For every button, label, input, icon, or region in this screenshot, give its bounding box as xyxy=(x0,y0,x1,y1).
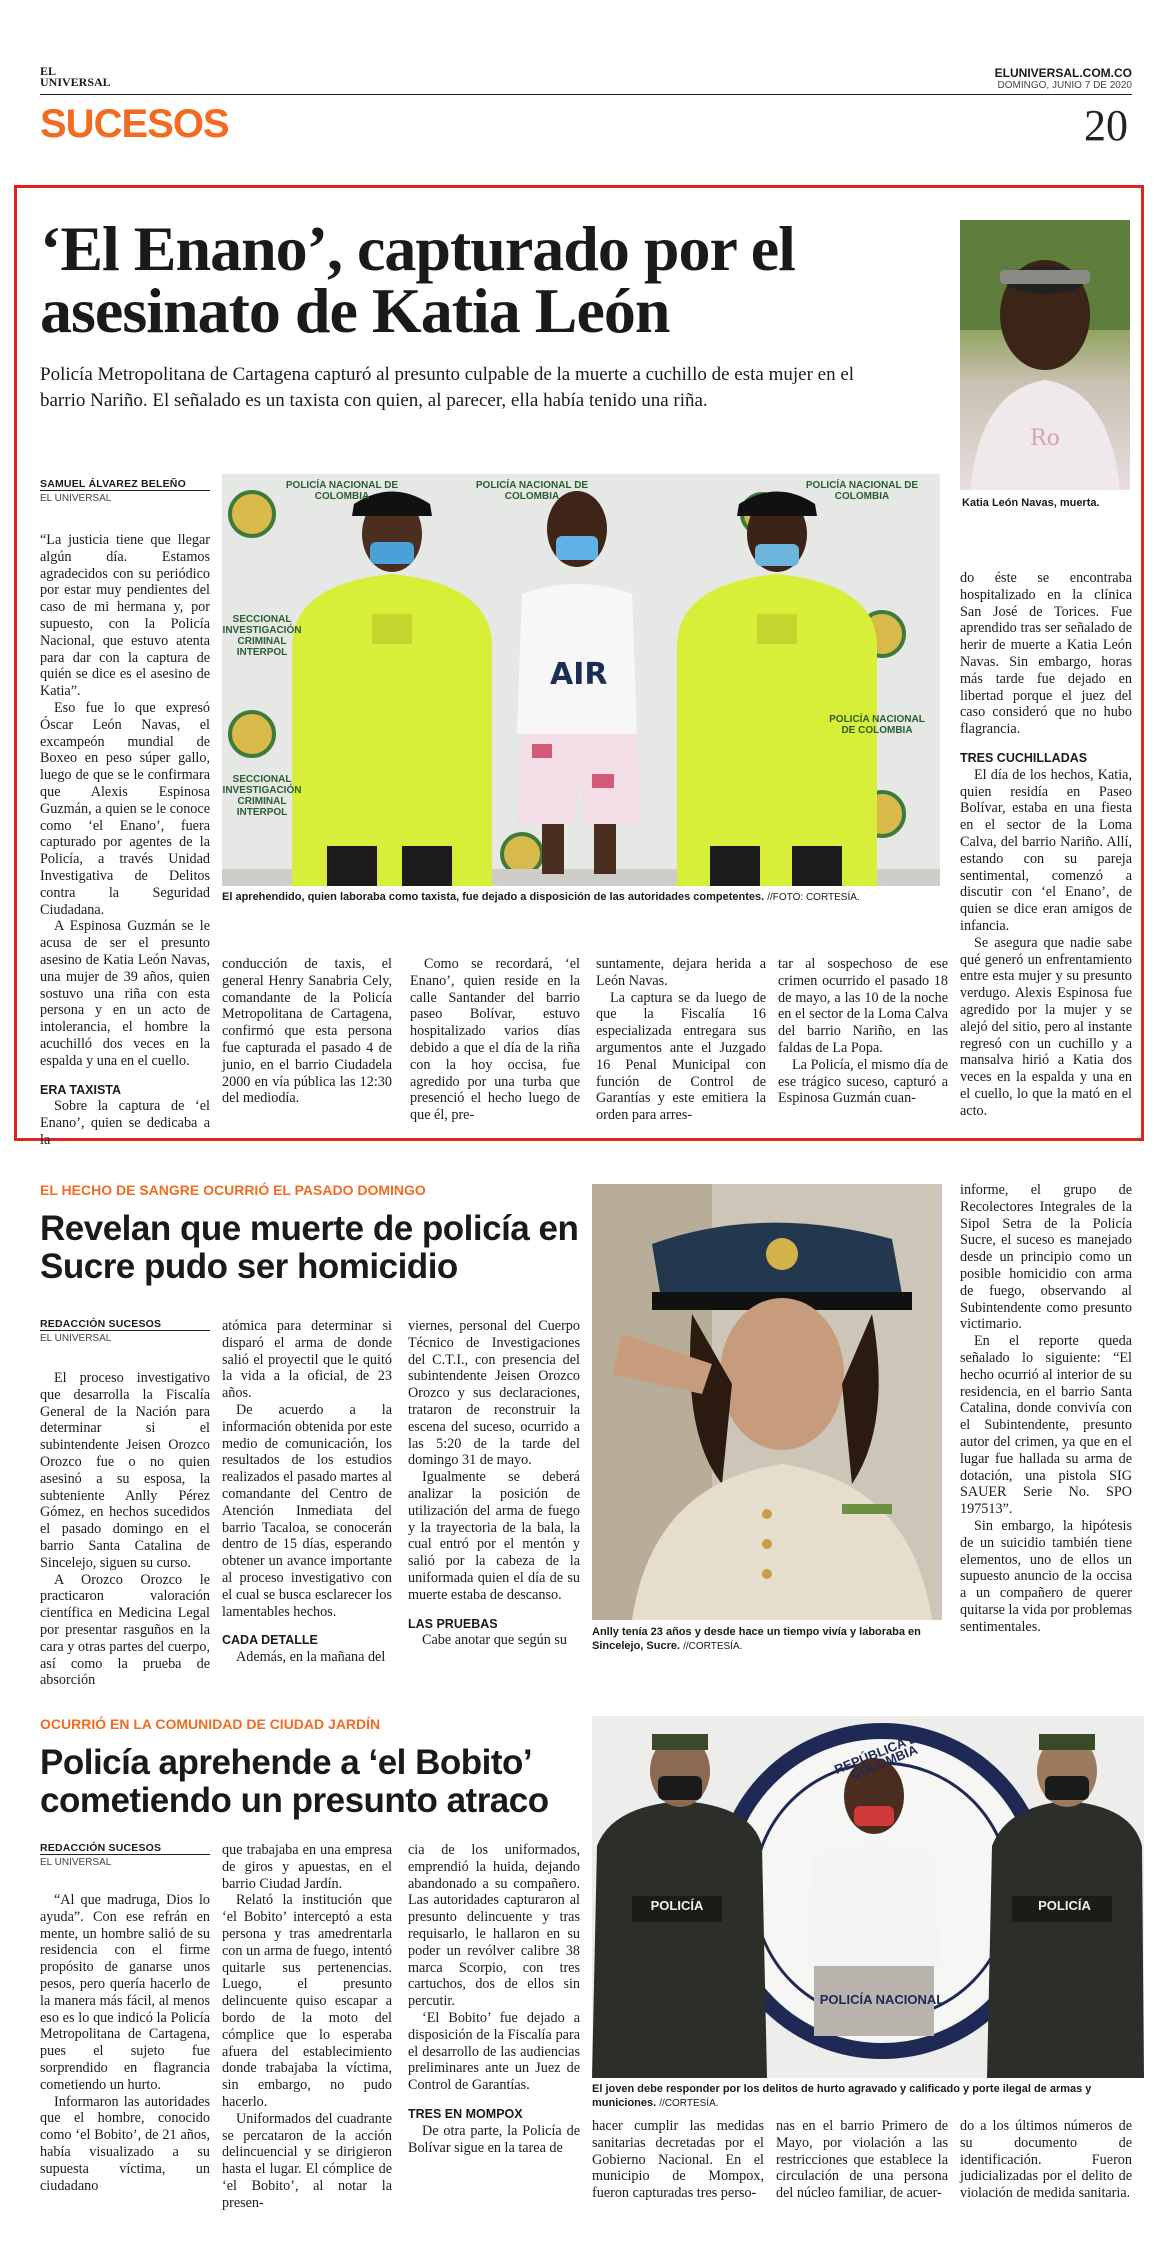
byline: SAMUEL ÁLVAREZ BELEÑO xyxy=(40,478,186,490)
byline: REDACCIÓN SUCESOS xyxy=(40,1318,162,1330)
vest-label: POLICÍA xyxy=(1038,1898,1091,1913)
story3-column-1 xyxy=(40,1892,210,2194)
paragraph: La Policía, el mismo día de ese trágico suceso, capturó a Espinosa Guzmán cuan- xyxy=(778,1056,948,1107)
watermark-policia: POLICÍA NACIONAL DE COLOMBIA xyxy=(805,480,919,502)
story3-kicker: OCURRIÓ EN LA COMUNIDAD DE CIUDAD JARDÍN xyxy=(40,1716,381,1732)
watermark-dijin: SECCIONAL INVESTIGACIÓN CRIMINAL INTERPOL xyxy=(222,774,302,818)
paragraph: La captura se da luego de que la Fiscalía 16 especializada entregara sus argumentos ante el Juzgado 16 Penal Municipal con función de Control de Garantías y este emitiera la orden para arres- xyxy=(596,989,766,1124)
story1-column-3 xyxy=(410,956,580,1124)
caption-text: El joven debe responder por los delitos de hurto agravado y calificado y porte ilegal de armas y municiones. xyxy=(592,2083,1092,2109)
paragraph: ‘El Bobito’ fue dejado a disposición de la Fiscalía para el desarrollo de las audiencias preliminares ante un Juez de Control de Garantías. xyxy=(408,2009,580,2094)
issue-date: DOMINGO, JUNIO 7 DE 2020 xyxy=(997,80,1132,91)
story2-byline-block xyxy=(40,1318,210,1344)
story1-column-6 xyxy=(960,570,1132,1120)
photo-credit: //CORTESÍA. xyxy=(659,2098,719,2109)
paragraph: viernes, personal del Cuerpo Técnico de Investigaciones del C.T.I., con presencia del subintendente Jeisen Orozco Orozco y sus declaraciones, trataron de reconstruir la escena del suceso, ocurrido a las 5:20 de la tarde del domingo 31 de mayo. xyxy=(408,1318,580,1469)
paragraph: A Orozco Orozco le practicaron valoración científica en Medicina Legal por presentar rasguños en la cara y otras partes del cuerpo, así como la prueba de absorción xyxy=(40,1571,210,1689)
story1-column-1 xyxy=(40,532,210,1149)
story3-column-6 xyxy=(960,2118,1132,2202)
paragraph: Como se recordará, ‘el Enano’, quien reside en la calle Santander del barrio paseo Bolívar, estuvo hospitalizado varios días debido a que el día de la riña con la hoy occisa, fue agredido por una turba que presenció el hecho luego de que él, pre- xyxy=(410,956,580,1124)
subhead: TRES CUCHILLADAS xyxy=(960,750,1088,765)
photo-credit: //CORTESÍA. xyxy=(683,1641,743,1652)
story3-column-2 xyxy=(222,1842,392,2212)
paragraph: do éste se encontraba hospitalizado en la clínica San José de Torices. Fue aprendido tras ser señalado de herir de muerte a Katia León Navas. Sin embargo, horas más tarde fue dejado en libertad porque el juez del caso consideró que no hubo flagrancia. xyxy=(960,570,1132,738)
watermark-policia: POLICÍA NACIONAL DE COLOMBIA xyxy=(829,714,925,736)
shirt-print: AIR xyxy=(550,657,608,692)
logo-line2: UNIVERSAL xyxy=(40,75,111,89)
watermark-dijin: SECCIONAL INVESTIGACIÓN CRIMINAL INTERPOL xyxy=(222,614,302,658)
paragraph: Se asegura que nadie sabe qué generó un enfrentamiento entre esta mujer y su presunto verdugo. Alexis Espinosa fue agredido por la mujer y se alejó del sitio, pero al instante regresó con un cuchillo y a mansalva hirió a Katia dos veces en la espalda y una en el cuello, lo que la mató en el acto. xyxy=(960,934,1132,1119)
paragraph: El día de los hechos, Katia, quien residía en Paseo Bolívar, estaba en una fiesta en el sector de la Loma Calva, del barrio Nariño. Allí, estando con su pareja sentimental, comenzó a discutir con ‘el Enano’, de quien se dice eran amigos de infancia. xyxy=(960,766,1132,934)
caption-text: Anlly tenía 23 años y desde hace un tiempo vivía y laboraba en Sincelejo, Sucre. xyxy=(592,1626,921,1652)
paragraph: “Al que madruga, Dios lo ayuda”. Con ese refrán en mente, un hombre salió de su residencia con el firme propósito de ganarse unos pesos, pero quería hacerlo de la manera más fácil, al menos eso es lo que indicó la Policía Metropolitana de Cartagena, pues el sujeto fue sorprendido en flagrancia cometiendo un hurto. xyxy=(40,1892,210,2093)
victim-photo-caption: Katia León Navas, muerta. xyxy=(962,497,1100,509)
story3-column-4 xyxy=(592,2118,764,2202)
story2-column-2 xyxy=(222,1318,392,1666)
paragraph: Sobre la captura de ‘el Enano’, quien se dedicaba a la xyxy=(40,1098,210,1148)
paragraph: Eso fue lo que expresó Óscar León Navas, el excampeón mundial de Boxeo en peso súper gallo, luego de que se le confirmara que Alexis Espinosa Guzmán, a quien se le conoce como ‘el Enano’, fuera capturado por agentes de la Policía, a través Unidad Investigativa de Delitos contra la Seguridad Ciudadana. xyxy=(40,699,210,918)
officer-salute-photo xyxy=(592,1184,942,1620)
paragraph: cia de los uniformados, emprendió la huida, dejando abandonado a su compañero. Las autoridades capturaron al presunto delincuente y tras requisarlo, le hallaron en su poder un revólver calibre 38 marca Scorpio, con tres cartuchos, dos de ellos sin percutir. xyxy=(408,1842,580,2010)
svg-text:Ro: Ro xyxy=(1030,426,1060,451)
byline: REDACCIÓN SUCESOS xyxy=(40,1842,162,1854)
paragraph: “La justicia tiene que llegar algún día. Estamos agradecidos con su periódico por estar muy pendientes del caso de mi hermana y, por supuesto, con la Policía Nacional, que estuvo atenta para dar con la captura de quién se dice es el asesino de Katia”. xyxy=(40,532,210,700)
story3-column-5 xyxy=(776,2118,948,2202)
paragraph: nas en el barrio Primero de Mayo, por violación a las restricciones que establece la circulación de una persona del núcleo familiar, de acuer- xyxy=(776,2118,948,2202)
seal-text-2: POLICÍA NACIONAL xyxy=(819,1992,945,2007)
subhead: ERA TAXISTA xyxy=(40,1082,122,1097)
paragraph: Informaron las autoridades que el hombre, conocido como ‘el Bobito’, de 21 años, había visualizado a su supuesta víctima, un ciudadano xyxy=(40,2093,210,2194)
paragraph: De acuerdo a la información obtenida por este medio de comunicación, los resultados de los estudios realizados el pasado martes al comandante del Centro de Atención Inmediata del barrio Tacaloa, se conocerán dentro de 15 días, esperando obtener un avance importante al proceso investigativo con el cual se busca esclarecer los lamentables hechos. xyxy=(222,1401,392,1620)
paragraph: informe, el grupo de Recolectores Integrales de la Sipol Setra de la Policía Sucre, el suceso es manejado desde un principio como un posible homicidio con arma de fuego, observando al Subintendente como presunto victimario. xyxy=(960,1182,1132,1333)
paragraph: Relató la institución que ‘el Bobito’ interceptó a esta persona y tras amedrentarla con un arma de fuego, intentó quitarle sus pertenencias. Luego, el presunto delincuente quiso escapar a bordo de la moto del cómplice que lo esperaba afuera del establecimiento donde trabajaba la víctima, sin embargo, no pudo hacerlo. xyxy=(222,1892,392,2110)
watermark-policia: POLICÍA NACIONAL DE COLOMBIA xyxy=(475,480,589,502)
site-url[interactable]: ELUNIVERSAL.COM.CO xyxy=(994,66,1132,80)
subhead: TRES EN MOMPOX xyxy=(408,2106,523,2121)
watermark-policia: POLICÍA NACIONAL DE COLOMBIA xyxy=(285,480,399,502)
paragraph: Además, en la mañana del xyxy=(236,1649,386,1666)
paragraph: atómica para determinar si disparó el arma de donde salió el proyectil que le quitó la vida a la oficial, de 23 años. xyxy=(222,1318,392,1402)
paragraph: A Espinosa Guzmán se le acusa de ser el presunto asesino de Katia León Navas, una mujer de 39 años, quien sostuvo una riña con esta persona y en un acto de intolerancia, el hombre la acuchilló dos veces en la espalda y una en el cuello. xyxy=(40,918,210,1069)
publication: EL UNIVERSAL xyxy=(40,1854,210,1868)
paragraph: hacer cumplir las medidas sanitarias decretadas por el Gobierno Nacional. En el municipio de Mompox, fueron capturadas tres perso- xyxy=(592,2118,764,2202)
page-number: 20 xyxy=(1084,101,1128,150)
story2-column-4 xyxy=(960,1182,1132,1636)
paragraph: suntamente, dejara herida a León Navas. xyxy=(596,956,766,989)
paragraph: do a los últimos números de su documento de identificación. Fueron judicializadas por el delito de violación de medida sanitaria. xyxy=(960,2118,1132,2202)
seal-text: REPÚBLICA DE COLOMBIA xyxy=(832,1726,928,1783)
paragraph: De otra parte, la Policía de Bolívar sigue en la tarea de xyxy=(408,2122,580,2156)
arrest-photo-caption xyxy=(222,890,940,905)
story1-column-5 xyxy=(778,956,948,1107)
paragraph: El proceso investigativo que desarrolla la Fiscalía General de la Nación para determinar si el subintendente Jeisen Orozco Orozco fue o no quien asesinó a su esposa, la subteniente Anlly Pérez Gómez, en hechos sucedidos el pasado domingo en el barrio Santa Catalina de Sincelejo, siguen su curso. xyxy=(40,1370,210,1571)
story3-headline: Policía aprehende a ‘el Bobito’ cometiendo un presunto atraco xyxy=(40,1743,549,1820)
story2-kicker: EL HECHO DE SANGRE OCURRIÓ EL PASADO DOMINGO xyxy=(40,1182,426,1198)
section-title: SUCESOS xyxy=(40,102,229,146)
paragraph: Sin embargo, la hipótesis de un suicidio también tiene elementos, uno de ellos un supuesto anuncio de la occisa a un compañero de querer quitarse la vida por problemas sentimentales. xyxy=(960,1517,1132,1635)
paragraph: que trabajaba en una empresa de giros y apuestas, en el barrio Ciudad Jardín. xyxy=(222,1842,392,1892)
paragraph: Uniformados del cuadrante se percataron de la acción delincuencial y se dirigieron hasta el lugar. El cómplice de ‘el Bobito’, al notar la presen- xyxy=(222,2110,392,2211)
paragraph: Igualmente se deberá analizar la posición de utilización del arma de fuego y la trayectoria de la bala, la cual entró por el mentón y salió por la cabeza de la uniformada quien el día de su muerte estaba de descanso. xyxy=(408,1469,580,1603)
newspaper-logo xyxy=(40,66,111,88)
publication: EL UNIVERSAL xyxy=(40,1330,210,1344)
story1-lede: Policía Metropolitana de Cartagena capturó al presunto culpable de la muerte a cuchillo de esta mujer en el barrio Nariño. El señalado es un taxista con quien, al parecer, ella había tenido una riña. xyxy=(40,364,855,411)
story1-headline: ‘El Enano’, capturado por el asesinato de Katia León xyxy=(40,213,795,346)
story3-column-3 xyxy=(408,1842,580,2156)
story3-byline-block xyxy=(40,1842,210,1868)
story2-column-1 xyxy=(40,1370,210,1689)
story1-byline-block xyxy=(40,478,210,504)
vest-label: POLICÍA xyxy=(650,1898,704,1913)
subhead: CADA DETALLE xyxy=(222,1633,318,1648)
publication: EL UNIVERSAL xyxy=(40,490,210,504)
caption-text: El aprehendido, quien laboraba como taxista, fue dejado a disposición de las autoridades competentes. xyxy=(222,891,765,903)
paragraph: conducción de taxis, el general Henry Sanabria Cely, comandante de la Policía Metropolitana de Cartagena, confirmó que esta persona fue capturada el pasado 4 de junio, en el barrio Ciudadela 2000 en vía pública las 12:30 del mediodía. xyxy=(222,956,392,1107)
subhead: LAS PRUEBAS xyxy=(408,1616,498,1631)
story1-column-4 xyxy=(596,956,766,1124)
story2-column-3 xyxy=(408,1318,580,1649)
bobito-arrest-photo xyxy=(592,1716,1144,2078)
story1-column-2 xyxy=(222,956,392,1107)
header-rule xyxy=(40,94,1132,95)
logo-line1: EL xyxy=(40,64,57,78)
story2-photo-caption xyxy=(592,1625,942,1654)
paragraph: En el reporte queda señalado lo siguiente: “El hecho ocurrió al interior de su residencia, en el barrio Santa Catalina, donde convivía con el Subintendente, presunto autor del crimen, ya que en el lugar fue hallada su arma de dotación, una pistola SIG SAUER Serie No. SPO 197513”. xyxy=(960,1333,1132,1518)
story2-headline: Revelan que muerte de policía en Sucre pudo ser homicidio xyxy=(40,1209,579,1286)
arrest-photo xyxy=(222,474,940,886)
story3-photo-caption xyxy=(592,2082,1144,2111)
photo-credit: //FOTO: CORTESÍA. xyxy=(767,892,860,903)
victim-photo xyxy=(960,220,1130,490)
paragraph: Cabe anotar que según su xyxy=(422,1632,567,1649)
paragraph: tar al sospechoso de ese crimen ocurrido el pasado 18 de mayo, a las 10 de la noche en el sector de la Loma Calva del barrio Nariño, en las faldas de La Popa. xyxy=(778,956,948,1056)
